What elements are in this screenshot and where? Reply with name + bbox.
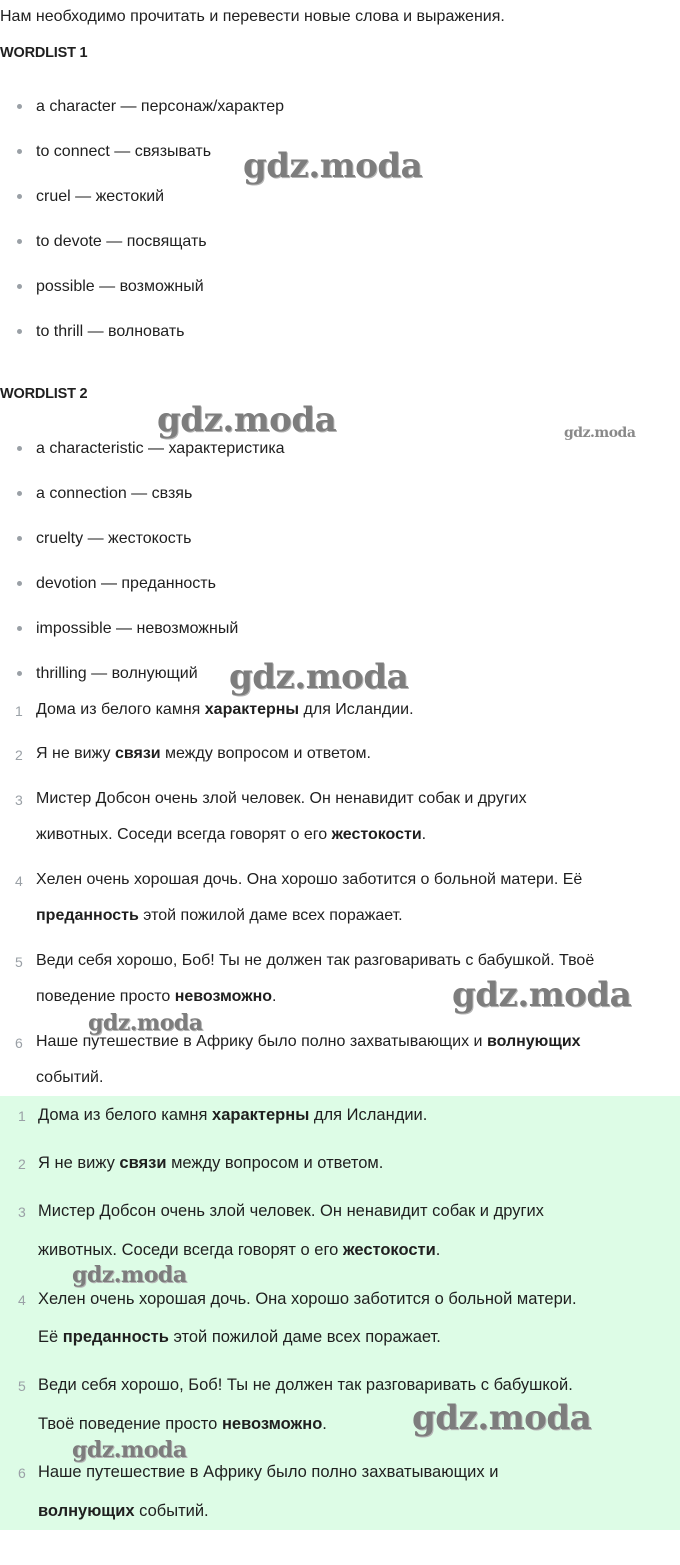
- sentence-line: поведение просто невозможно.: [36, 988, 277, 1005]
- item-number: 2: [15, 747, 23, 763]
- bullet-icon: [17, 239, 22, 244]
- bullet-icon: [17, 671, 22, 676]
- item-number: 6: [18, 1465, 26, 1481]
- sentence-line: Веди себя хорошо, Боб! Ты не должен так разговаривать с бабушкой. Твоё: [36, 952, 595, 969]
- item-number: 3: [15, 792, 23, 808]
- item-number: 2: [18, 1156, 26, 1172]
- bullet-icon: [17, 581, 22, 586]
- bullet-icon: [17, 104, 22, 109]
- sentence-line: Я не вижу связи между вопросом и ответом.: [36, 745, 371, 762]
- answer-line: Её преданность этой пожилой даме всех поражает.: [38, 1328, 441, 1346]
- sentence-line: преданность этой пожилой даме всех поражает.: [36, 907, 403, 924]
- bullet-icon: [17, 491, 22, 496]
- item-number: 4: [15, 873, 23, 889]
- list-item: to devote — посвящать: [0, 233, 207, 251]
- item-number: 5: [18, 1378, 26, 1394]
- watermark: gdz.moda: [72, 1262, 187, 1288]
- bullet-icon: [17, 149, 22, 154]
- list-item: cruel — жестокий: [0, 188, 164, 206]
- item-number: 5: [15, 954, 23, 970]
- sentence-line: животных. Соседи всегда говорят о его жестокости.: [36, 826, 427, 843]
- list-item: thrilling — волнующий: [0, 665, 198, 683]
- answer-line: Твоё поведение просто невозможно.: [38, 1415, 327, 1433]
- sentence-line: Мистер Добсон очень злой человек. Он ненавидит собак и других: [36, 790, 527, 807]
- item-number: 6: [15, 1035, 23, 1051]
- list-item: cruelty — жестокость: [0, 530, 191, 548]
- answer-line: Хелен очень хорошая дочь. Она хорошо заботится о больной матери.: [38, 1290, 577, 1308]
- watermark: gdz.moda: [229, 657, 409, 697]
- list-item: to thrill — волновать: [0, 323, 184, 341]
- answer-line: Я не вижу связи между вопросом и ответом.: [38, 1154, 384, 1172]
- intro-text: Нам необходимо прочитать и перевести новые слова и выражения.: [0, 8, 505, 25]
- bullet-icon: [17, 536, 22, 541]
- watermark: gdz.moda: [88, 1010, 203, 1036]
- list-item: possible — возможный: [0, 278, 204, 296]
- item-number: 1: [15, 703, 23, 719]
- bullet-icon: [17, 626, 22, 631]
- watermark: gdz.moda: [452, 975, 632, 1015]
- sentence-line: событий.: [36, 1069, 104, 1086]
- wordlist-1-heading: WORDLIST 1: [0, 45, 88, 61]
- sentence-line: Наше путешествие в Африку было полно захватывающих и волнующих: [36, 1033, 581, 1050]
- answer-line: Наше путешествие в Африку было полно захватывающих и: [38, 1463, 499, 1481]
- list-item: devotion — преданность: [0, 575, 216, 593]
- list-item: a characteristic — характеристика: [0, 440, 285, 458]
- sentence-line: Хелен очень хорошая дочь. Она хорошо заботится о больной матери. Её: [36, 871, 583, 888]
- answer-line: Дома из белого камня характерны для Исландии.: [38, 1106, 428, 1124]
- answer-line: животных. Соседи всегда говорят о его жестокости.: [38, 1241, 441, 1259]
- item-number: 3: [18, 1204, 26, 1220]
- bullet-icon: [17, 284, 22, 289]
- item-number: 4: [18, 1292, 26, 1308]
- sentence-line: Дома из белого камня характерны для Исландии.: [36, 701, 414, 718]
- answer-line: волнующих событий.: [38, 1502, 209, 1520]
- item-number: 1: [18, 1108, 26, 1124]
- watermark: gdz.moda: [243, 146, 423, 186]
- answer-line: Веди себя хорошо, Боб! Ты не должен так разговаривать с бабушкой.: [38, 1376, 573, 1394]
- list-item: impossible — невозможный: [0, 620, 238, 638]
- watermark: gdz.moda: [564, 425, 636, 441]
- bullet-icon: [17, 446, 22, 451]
- list-item: to connect — связывать: [0, 143, 211, 161]
- watermark: gdz.moda: [412, 1398, 592, 1438]
- watermark: gdz.moda: [72, 1437, 187, 1463]
- bullet-icon: [17, 329, 22, 334]
- watermark: gdz.moda: [157, 400, 337, 440]
- answer-line: Мистер Добсон очень злой человек. Он ненавидит собак и других: [38, 1202, 544, 1220]
- list-item: a connection — свзяь: [0, 485, 192, 503]
- wordlist-2-heading: WORDLIST 2: [0, 386, 88, 402]
- list-item: a character — персонаж/характер: [0, 98, 284, 116]
- bullet-icon: [17, 194, 22, 199]
